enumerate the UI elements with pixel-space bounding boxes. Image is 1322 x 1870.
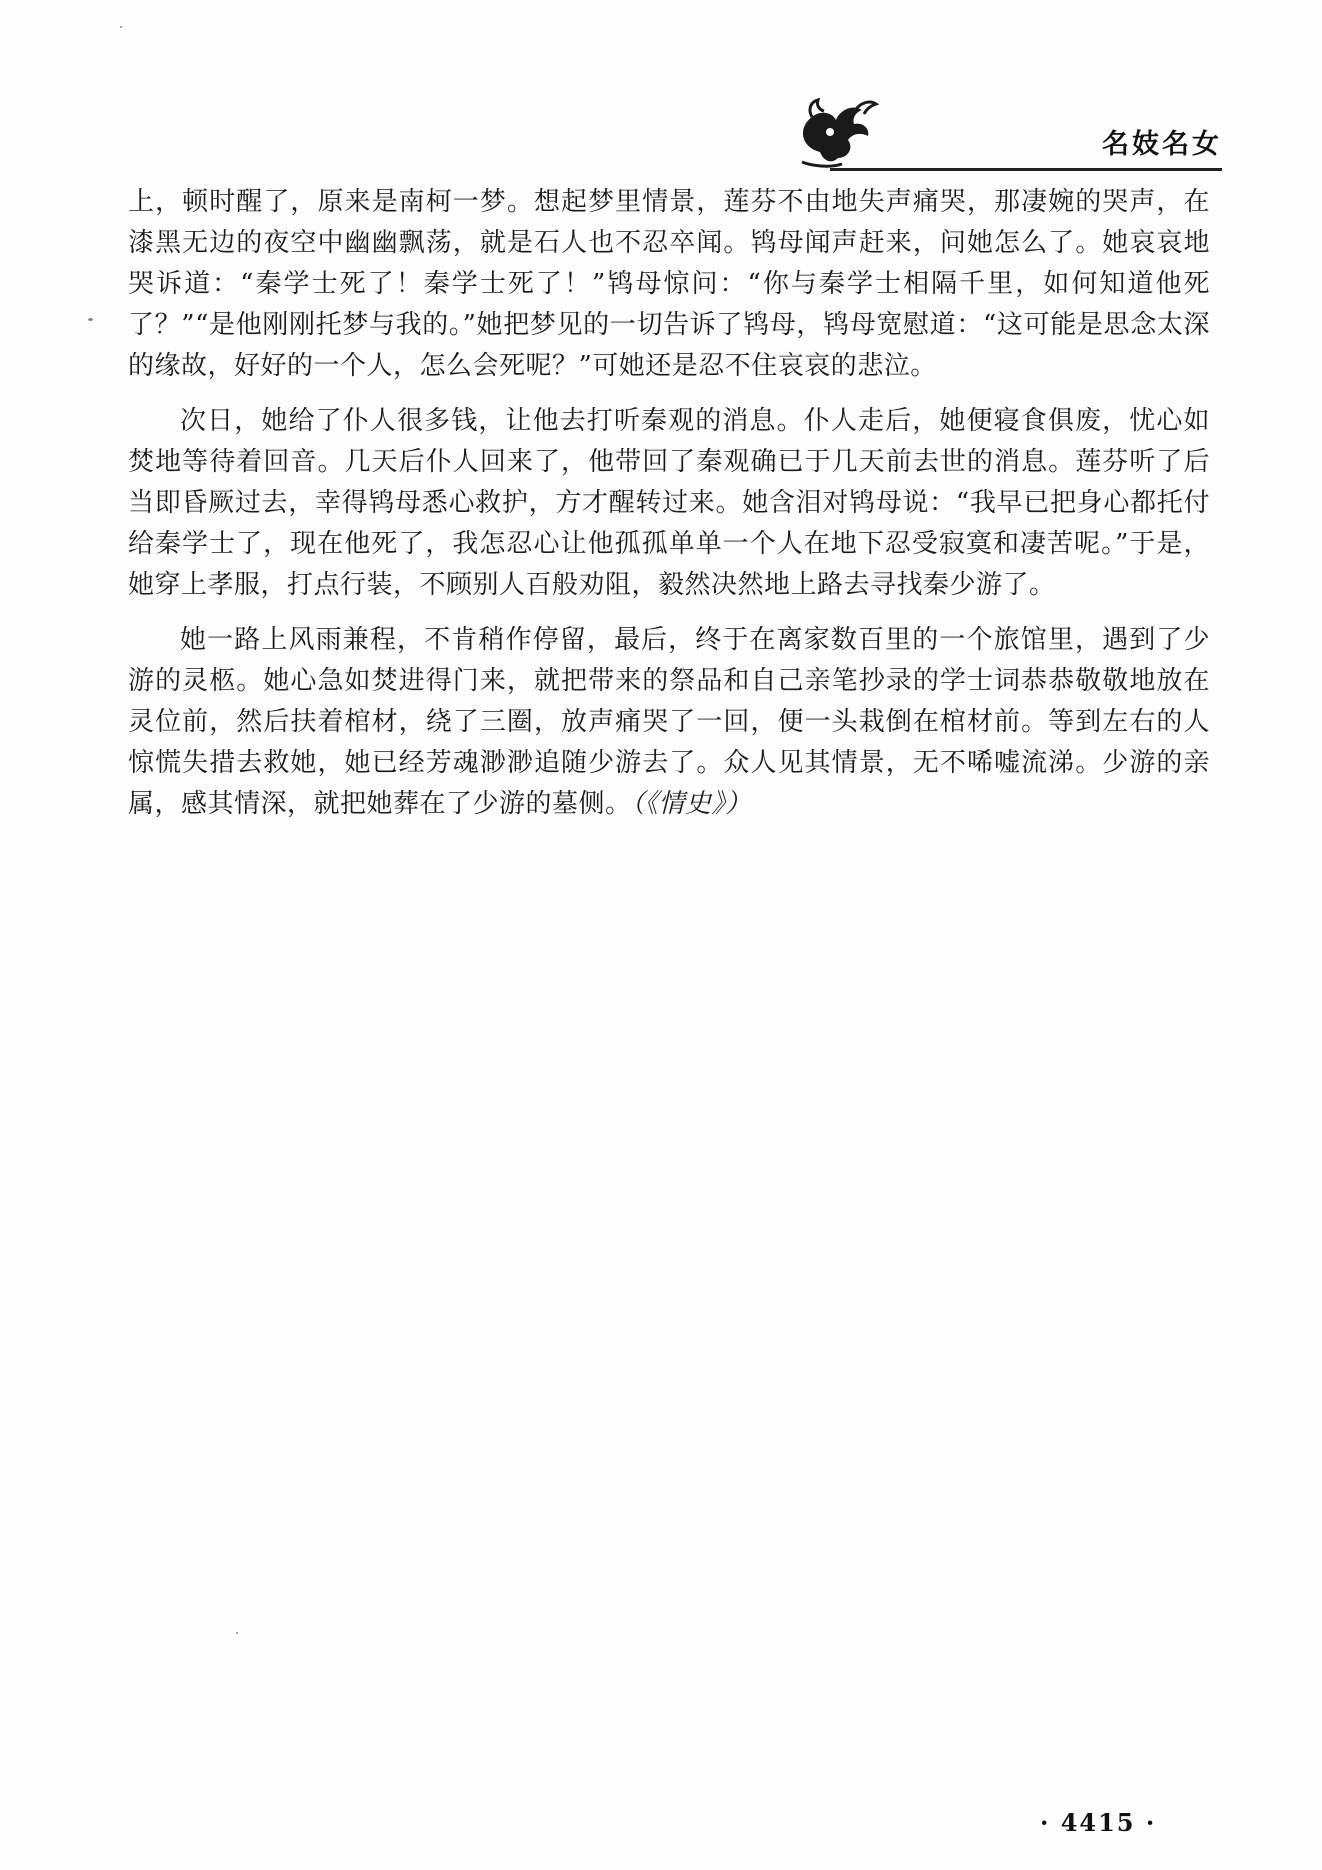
- paragraph-text: 她一路上风雨兼程，不肯稍作停留，最后，终于在离家数百里的一个旅馆里，遇到了少游的灵柩。她心急如焚进得门来，就把带来的祭品和自己亲笔抄录的学士词恭恭敬敬地放在灵位前，然后扶着棺材，绕了三圈，放声痛哭了一回，便一头栽倒在棺材前。等到左右的人惊慌失措去救她，她已经芳魂渺渺追随少游去了。众人见其情景，无不唏嘘流涕。少游的亲属，感其情深，就把她葬在了少游的墓侧。: [128, 625, 1210, 819]
- paragraph: 上，顿时醒了，原来是南柯一梦。想起梦里情景，莲芬不由地失声痛哭，那凄婉的哭声，在漆黑无边的夜空中幽幽飘荡，就是石人也不忍卒闻。鸨母闻声赶来，问她怎么了。她哀哀地哭诉道：“秦学士死了！秦学士死了！”鸨母惊问：“你与秦学士相隔千里，如何知道他死了？”“是他刚刚托梦与我的。”她把梦见的一切告诉了鸨母，鸨母宽慰道：“这可能是思念太深的缘故，好好的一个人，怎么会死呢？”可她还是忍不住哀哀的悲泣。: [128, 187, 1210, 381]
- scan-speck: [120, 26, 122, 28]
- scan-speck: [88, 318, 93, 321]
- citation: （《情史》）: [631, 789, 752, 819]
- paragraph: 次日，她给了仆人很多钱，让他去打听秦观的消息。仆人走后，她便寝食俱废，忧心如焚地等待着回音。几天后仆人回来了，他带回了秦观确已于几天前去世的消息。莲芬听了后当即昏厥过去，幸得鸨母悉心救护，方才醒转过来。她含泪对鸨母说：“我早已把身心都托付给秦学士了，现在他死了，我怎忍心让他孤孤单单一个人在地下忍受寂寞和凄苦呢。”于是，她穿上孝服，打点行装，不顾别人百般劝阻，毅然决然地上路去寻找秦少游了。: [128, 406, 1210, 600]
- page-number: · 4415 ·: [1040, 1808, 1157, 1837]
- scan-speck: [236, 1632, 238, 1634]
- section-title: 名妓名女: [1102, 129, 1222, 160]
- dragon-emblem-icon: [790, 92, 880, 172]
- running-header: [790, 92, 1222, 172]
- header-rule: [830, 168, 1222, 171]
- paragraph: [128, 620, 1210, 825]
- body-text: [128, 182, 1210, 825]
